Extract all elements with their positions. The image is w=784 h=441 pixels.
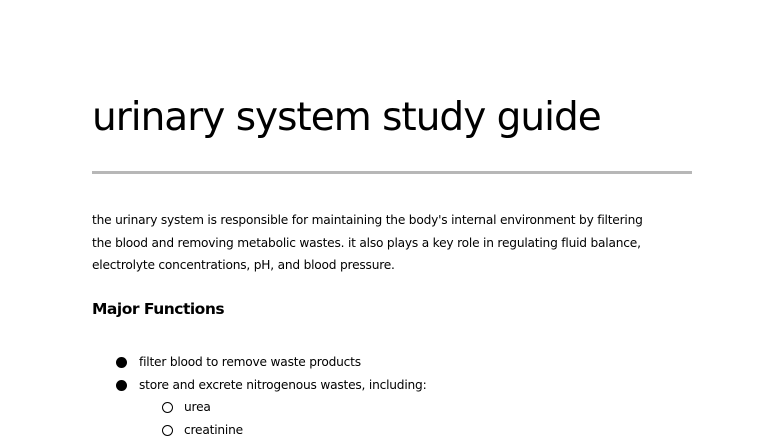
list-item [92,419,427,441]
list-item-text: creatinine [184,422,243,437]
list-item-text: urea [184,400,211,414]
title-divider [92,171,692,174]
document-title: urinary system study guide [92,95,601,140]
intro-line: the urinary system is responsible for maintaining the body's internal environment by filtering [92,213,643,227]
intro-line: electrolyte concentrations, pH, and blood pressure. [92,258,395,272]
list-item [92,374,427,397]
bullet-disc-icon [116,380,127,391]
list-item [92,396,427,419]
intro-line: the blood and removing metabolic wastes. it also plays a key role in regulating fluid balance, [92,235,641,250]
list-item-text: filter blood to remove waste products [139,355,361,369]
list-item [92,351,427,374]
section-heading-major-functions: Major Functions [92,300,225,318]
bullet-circle-icon [162,402,173,413]
bullet-disc-icon [116,357,127,368]
bullet-circle-icon [162,425,173,436]
intro-paragraph [92,209,692,277]
list-item-text: store and excrete nitrogenous wastes, including: [139,377,427,392]
document-page [92,0,692,441]
major-functions-list [92,351,427,441]
